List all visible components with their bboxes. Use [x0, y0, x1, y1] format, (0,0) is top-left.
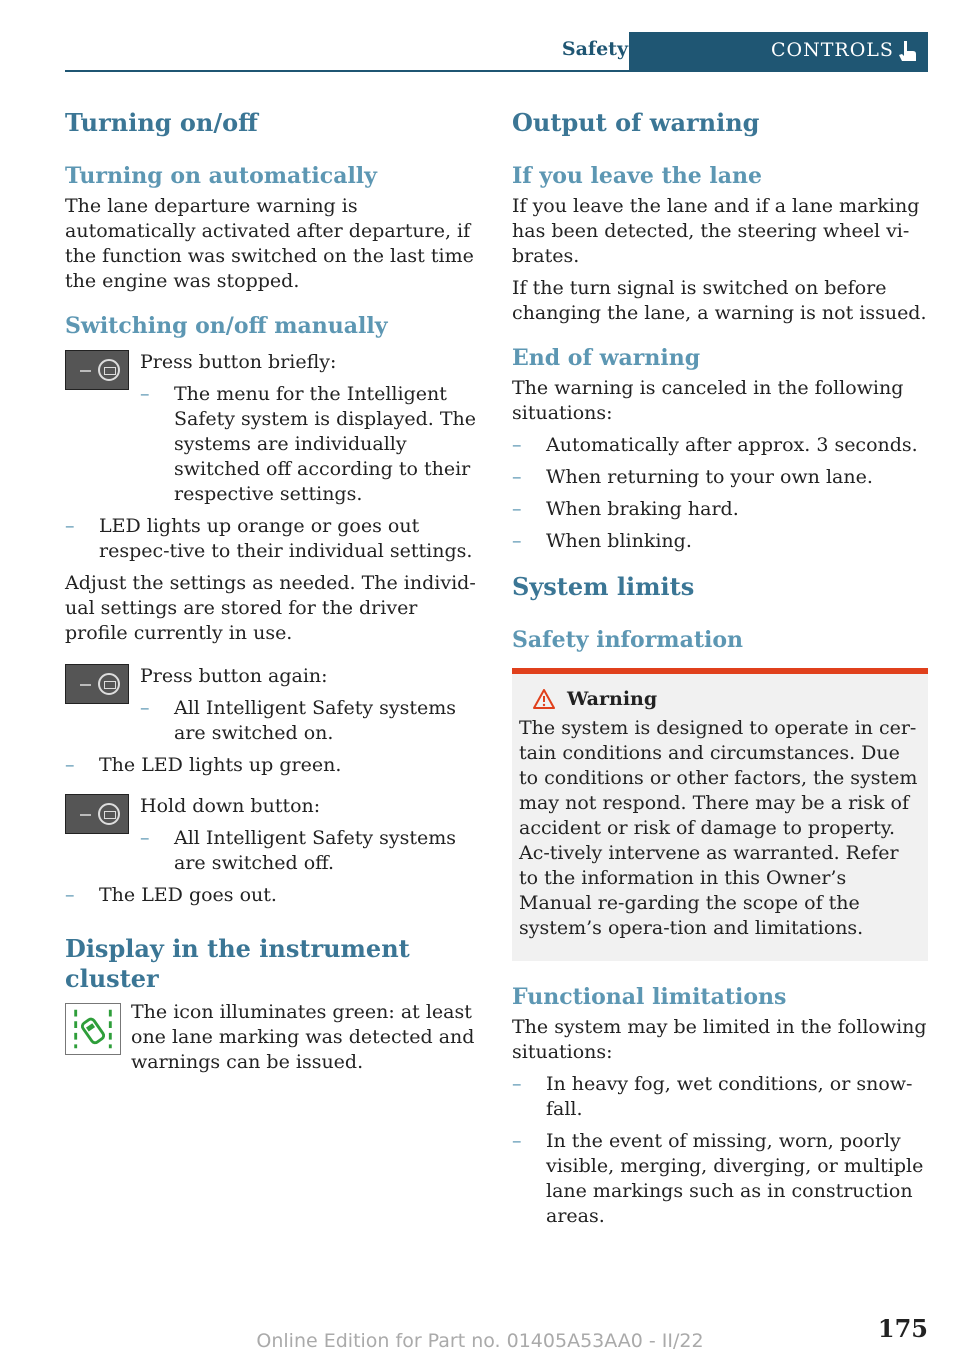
warning-box: [512, 668, 928, 961]
btn1-text: Press button briefly:: [140, 351, 337, 373]
list-item: – When braking hard.: [512, 497, 928, 522]
btn2-led-list: [65, 753, 481, 778]
chapter-tab: [629, 32, 928, 70]
heading-leave-lane: If you leave the lane: [512, 163, 762, 189]
list-item: – The LED goes out.: [65, 883, 481, 908]
list-item: – All Intelligent Safety systems are switched off.: [140, 826, 481, 876]
warning-title-row: [519, 688, 920, 710]
page-header: [65, 32, 928, 72]
display-paragraph: The icon illuminates green: at least one lane marking was detected and warnings can be issued.: [131, 1001, 475, 1073]
list-item: – Automatically after approx. 3 seconds.: [512, 433, 928, 458]
page-number: 175: [877, 1314, 928, 1343]
btn2-text: Press button again:: [140, 665, 328, 687]
heading-functional-limitations: Functional limitations: [512, 984, 787, 1010]
btn3-list: [140, 826, 481, 876]
heading-display-cluster: Display in the instrument cluster: [65, 934, 410, 993]
leave-paragraph: If you leave the lane and if a lane marking has been detected, the steering wheel vi‐brates.: [512, 195, 920, 267]
left-column: [65, 108, 481, 1082]
func-list: [512, 1072, 928, 1229]
list-item: – All Intelligent Safety systems are switched on.: [140, 696, 481, 746]
heading-end-warning: End of warning: [512, 345, 701, 371]
btn3-led-list: [65, 883, 481, 908]
right-column: [512, 108, 928, 1236]
warning-triangle-icon: [533, 689, 555, 709]
list-item: – The menu for the Intelligent Safety system is displayed. The systems are individually switched off according to their respective settings.: [140, 382, 481, 507]
list-item: – When blinking.: [512, 529, 928, 554]
end-list: [512, 433, 928, 554]
footer-edition: Online Edition for Part no. 01405A53AA0 - II/22: [256, 1330, 704, 1352]
heading-safety-information: Safety information: [512, 627, 744, 653]
btn1-list: [140, 382, 481, 507]
header-section-title: Safety: [561, 38, 628, 60]
chapter-title: CONTROLS: [771, 39, 894, 61]
heading-system-limits: System limits: [512, 572, 695, 601]
cluster-display-row: [65, 1000, 481, 1075]
button-instruction-again: [65, 664, 481, 746]
auto-paragraph: The lane departure warning is automatically activated after departure, if the function was switched on the last time the engine was stopped.: [65, 195, 474, 292]
hand-pointer-icon: [896, 39, 918, 63]
warning-title: Warning: [567, 688, 658, 710]
lane-departure-icon: [65, 1003, 121, 1055]
heading-switching-manually: Switching on/off manually: [65, 313, 388, 339]
btn2-list: [140, 696, 481, 746]
signal-paragraph: If the turn signal is switched on before changing the lane, a warning is not issued.: [512, 277, 927, 324]
adjust-paragraph: Adjust the settings as needed. The individ‐ual settings are stored for the driver profile currently in use.: [65, 572, 476, 644]
button-instruction-brief: [65, 350, 481, 507]
list-item: – When returning to your own lane.: [512, 465, 928, 490]
heading-turning-on-automatically: Turning on automatically: [65, 163, 377, 189]
list-item: – LED lights up orange or goes out respec‐tive to their individual settings.: [65, 514, 481, 564]
button-instruction-hold: [65, 794, 481, 876]
btn3-text: Hold down button:: [140, 795, 321, 817]
end-paragraph: The warning is canceled in the following situations:: [512, 377, 904, 424]
header-rule: [65, 70, 928, 72]
list-item: – In the event of missing, worn, poorly visible, merging, diverging, or multiple lane markings such as in construction areas.: [512, 1129, 928, 1229]
btn1-led-list: [65, 514, 481, 564]
safety-button-image: [65, 350, 129, 390]
list-item: – The LED lights up green.: [65, 753, 481, 778]
heading-turning-on-off: Turning on/off: [65, 108, 258, 137]
list-item: – In heavy fog, wet conditions, or snow‐fall.: [512, 1072, 928, 1122]
safety-button-image: [65, 794, 129, 834]
safety-button-image: [65, 664, 129, 704]
heading-output-warning: Output of warning: [512, 108, 760, 137]
func-paragraph: The system may be limited in the following situations:: [512, 1016, 927, 1063]
warning-text: The system is designed to operate in cer‐tain conditions and circumstances. Due to conditions or other factors, the system may not respond. There may be a risk of accident or risk of damage to property. Ac‐tively intervene as warranted. Refer to the information in this Owner’s Manual re‐garding the scope of the system’s opera‐tion and limitations.: [519, 717, 918, 939]
